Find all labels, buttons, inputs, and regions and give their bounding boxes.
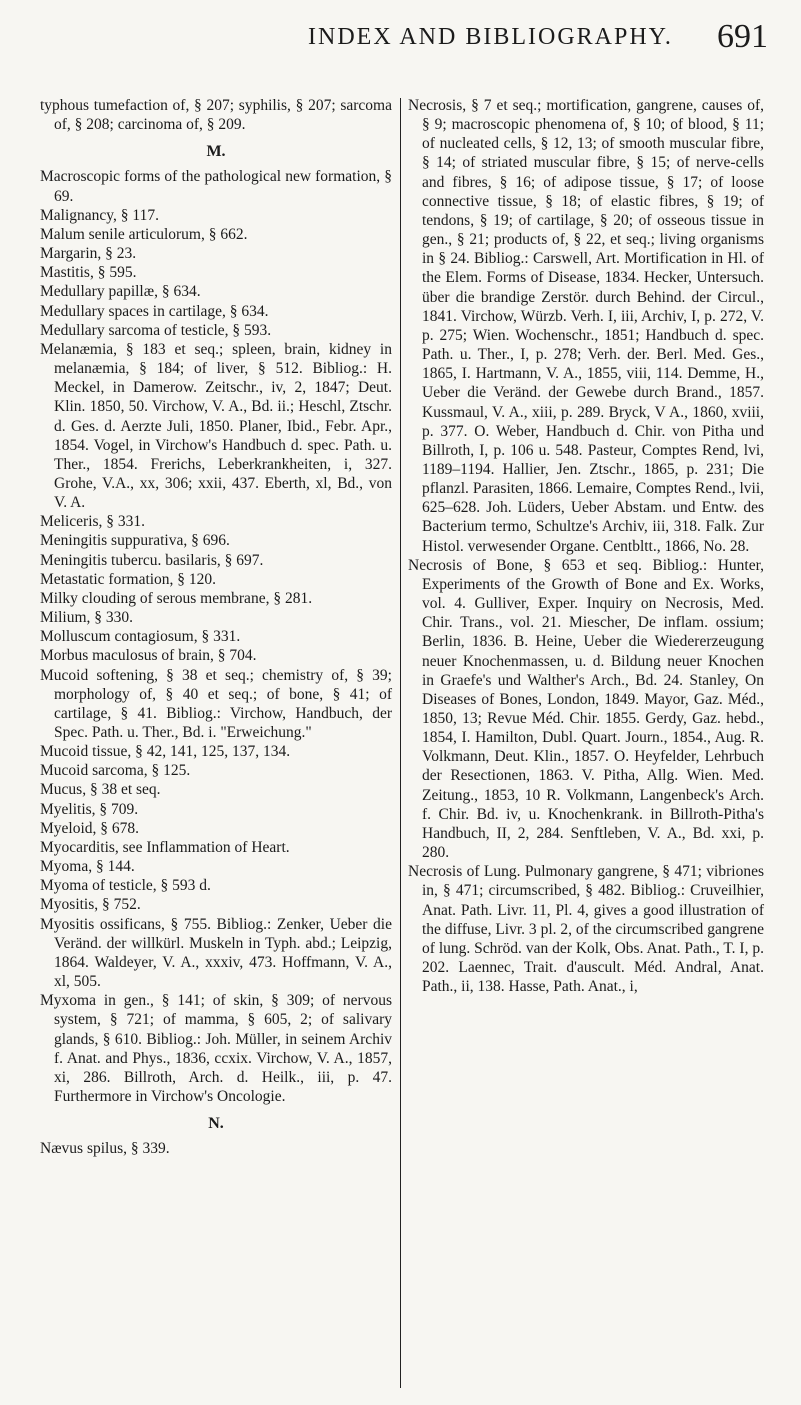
index-entry: Melanæmia, § 183 et seq.; spleen, brain, kidney in melanæmia, § 184; of liver, § 512. Bibliog.: H. Meckel, in Damerow. Zeitschr., iv, 2, 1847; Deut. Klin. 1850, 50. Virchow, V. A., Bd. ii.; Heschl, Ztschr. d. Ges. d. Aerzte Juli, 1850. Planer, Ibid., Febr. Apr., 1854. Vogel, in Virchow's Handbuch d. spec. Path. u. Ther., 1854. Frerichs, Leberkrankheiten, i, 327. Grohe, V.A., xx, 306; xxii, 437. Eberth, xl, Bd., von V. A. [40, 340, 392, 512]
index-entry: Molluscum contagiosum, § 331. [40, 628, 241, 646]
index-entry: Metastatic formation, § 120. [40, 570, 217, 588]
index-entry: Myocarditis, see Inflammation of Heart. [40, 838, 290, 856]
index-entry: Mastitis, § 595. [40, 264, 137, 282]
index-entry: Mucoid softening, § 38 et seq.; chemistry of, § 39; morphology of, § 40 et seq.; of bone, § 41; of cartilage, § 41. Bibliog.: Virchow, Handbuch, der Spec. Path. u. Ther., Bd. i. "Erweichung." [40, 666, 392, 741]
index-entry: Myoma, § 144. [40, 858, 135, 876]
section-letter: N. [208, 1115, 224, 1133]
index-entry: Myositis ossificans, § 755. Bibliog.: Zenker, Ueber die Veränd. der willkürl. Muskeln in Typh. abd.; Leipzig, 1864. Waldeyer, V. A., xxxiv, 473. Hoffmann, V. A., xl, 505. [40, 915, 392, 991]
index-entry: Meningitis suppurativa, § 696. [40, 532, 230, 550]
index-entry: Necrosis of Lung. Pulmonary gangrene, § 471; vibriones in, § 471; circumscribed, § 482. Bibliog.: Cruveilhier, Anat. Path. Livr. 11, Pl. 4, gives a good illustration of the diffuse, Livr. 3 pl. 2, of the circumscribed gangrene of lung. Schröd. van der Kolk, Obs. Anat. Path., T. I, p. 202. Laennec, Trait. d'auscult. Méd. Andral, Anat. Path., ii, 138. Hasse, Path. Anat., i, [408, 863, 764, 996]
index-entry: Myositis, § 752. [40, 896, 141, 914]
page-number: 691 [717, 18, 768, 55]
index-entry: Medullary papillæ, § 634. [40, 283, 201, 301]
index-column-left [40, 96, 392, 1158]
index-entry: Nævus spilus, § 339. [40, 1140, 170, 1158]
index-entry: Necrosis, § 7 et seq.; mortification, gangrene, causes of, § 9; macroscopic phenomena of, § 10; of blood, § 11; of nucleated cells, § 12, 13; of smooth muscular fibre, § 14; of striated muscular fibre, § 15; of nerve-cells and fibres, § 16; of adipose tissue, § 17; of loose connective tissue, § 18; of elastic fibres, § 19; of tendons, § 19; of cartilage, § 20; of osseous tissue in gen., § 21; products of, § 22, et seq.; living organisms in § 24. Bibliog.: Carswell, Art. Mortification in Hl. of the Elem. Forms of Disease, 1834. Hecker, Untersuch. über die brandige Zerstör. durch Behind. der Circul., 1841. Virchow, Würzb. Verh. I, iii, Archiv, I, p. 272, V. p. 275; Wien. Wochenschr., 1851; Handbuch d. spec. Path. u. Ther., I, p. 278; Verh. der. Berl. Med. Ges., 1865, I. Hartmann, V. A., 1855, viii, 114. Demme, H., Ueber die Veränd. der Gewebe durch Brand., 1857. Kussmaul, V. A., xiii, p. 289. Bryck, V A., 1860, xviii, p. 377. O. Weber, Handbuch d. Chir. von Pitha und Billroth, I, p. 106 u. 548. Pasteur, Comptes Rend, lvi, 1189–1194. Hallier, Jen. Ztschr., 1865, p. 231; Die pflanzl. Parasiten, 1866. Lemaire, Comptes Rend., lvii, 625–628. Joh. Lüders, Ueber Abstam. und Entw. des Bacterium termo, Schultze's Archiv, iii, 318. Falk. Zur Histol. verwesender Organe. Centbltt., 1866, No. 28. [408, 97, 764, 555]
index-entry: Mucus, § 38 et seq. [40, 781, 161, 799]
index-entry: Necrosis of Bone, § 653 et seq. Bibliog.: Hunter, Experiments of the Growth of Bone and Ex. Works, vol. 4. Gulliver, Exper. Inquiry on Necrosis, Med. Chir. Trans., vol. 21. Miescher, De inflam. ossium; Berlin, 1836. B. Heine, Ueber die Wiedererzeugung neuer Knochenmassen, u. d. Bildung neuer Knochen in Graefe's und Walther's Arch., Bd. 24. Stanley, On Diseases of Bones, London, 1849. Mayor, Gaz. Méd., 1850, 13; Revue Méd. Chir. 1855. Gerdy, Gaz. hebd., 1854, I. Hamilton, Dubl. Quart. Journ., 1854., Aug. R. Volkmann, Deut. Klin., 1857. O. Heyfelder, Lehrbuch der Resectionen, 1863. V. Pitha, Allg. Wien. Med. Zeitung., 1853, 10 R. Volkmann, Langenbeck's Arch. f. Chir. Bd. iv, u. Knochenkrank. in Billroth-Pitha's Handbuch, II, 2, 284. Senftleben, V. A., Bd. xxi, p. 280. [408, 556, 764, 862]
column-divider [400, 98, 401, 1388]
index-entry: Malum senile articulorum, § 662. [40, 225, 248, 243]
index-entry: Milium, § 330. [40, 609, 134, 627]
index-entry: typhous tumefaction of, § 207; syphilis, § 207; sarcoma of, § 208; carcinoma of, § 209. [40, 97, 392, 134]
index-entry: Myoma of testicle, § 593 d. [40, 877, 211, 895]
index-entry: Myelitis, § 709. [40, 800, 139, 818]
index-entry: Milky clouding of serous membrane, § 281. [40, 589, 313, 607]
index-entry: Malignancy, § 117. [40, 206, 159, 224]
page-header [0, 16, 801, 64]
index-entry: Mucoid sarcoma, § 125. [40, 762, 191, 780]
index-entry: Macroscopic forms of the pathological new formation, § 69. [40, 168, 392, 205]
index-entry: Margarin, § 23. [40, 245, 137, 263]
running-title: INDEX AND BIBLIOGRAPHY. [308, 24, 673, 50]
index-entry: Myxoma in gen., § 141; of skin, § 309; of nervous system, § 721; of mamma, § 605, 2; of salivary glands, § 610. Bibliog.: Joh. Müller, in seinem Archiv f. Anat. and Phys., 1836, ccxix. Virchow, V. A., 1857, xi, 286. Billroth, Arch. d. Heilk., iii, p. 47. Furthermore in Virchow's Oncologie. [40, 992, 392, 1105]
index-entry: Myeloid, § 678. [40, 819, 140, 837]
index-entry: Morbus maculosus of brain, § 704. [40, 647, 257, 665]
index-entry: Mucoid tissue, § 42, 141, 125, 137, 134. [40, 743, 291, 761]
index-entry: Medullary spaces in cartilage, § 634. [40, 302, 269, 320]
section-letter: M. [206, 143, 226, 161]
index-entry: Meliceris, § 331. [40, 513, 146, 531]
index-entry: Medullary sarcoma of testicle, § 593. [40, 321, 272, 339]
index-entry: Meningitis tubercu. basilaris, § 697. [40, 551, 264, 569]
index-column-right [408, 96, 764, 996]
